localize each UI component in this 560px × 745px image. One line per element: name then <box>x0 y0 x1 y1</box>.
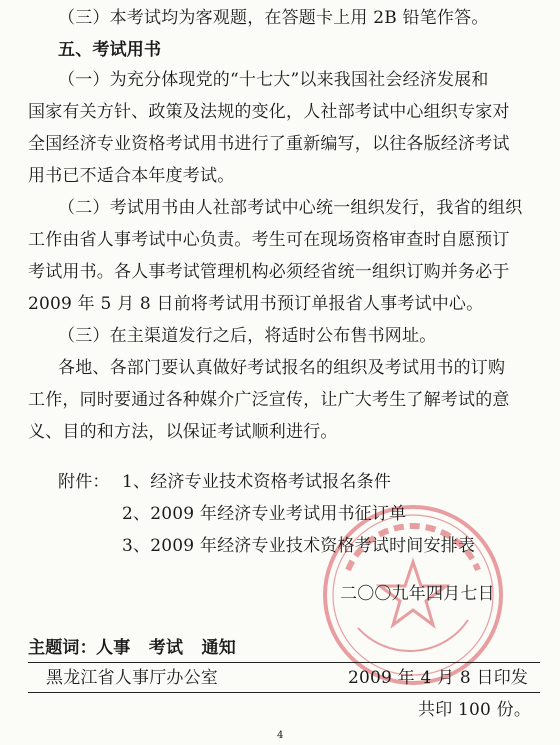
attachment-item: 3、2009 年经济专业技术资格考试时间安排表 <box>122 536 476 556</box>
print-date: 2009 年 4 月 8 日印发 <box>348 668 529 688</box>
paragraph-line: 2009 年 5 月 8 日前将考试用书预订单报省人事考试中心。 <box>28 294 484 314</box>
divider <box>28 692 540 693</box>
page-number: 4 <box>277 730 284 741</box>
print-count: 共印 100 份。 <box>418 700 532 720</box>
paragraph-line: 全国经济专业资格考试用书进行了重新编写，以往各版经济考试 <box>28 134 510 154</box>
paragraph-line: 用书已不适合本年度考试。 <box>28 166 235 186</box>
paragraph-line: 考试用书。各人事考试管理机构必须经省统一组织订购并务必于 <box>28 262 510 282</box>
paragraph-line: 工作，同时要通过各种媒介广泛宣传，让广大考生了解考试的意 <box>28 390 510 410</box>
subject-keywords: 人事 考试 通知 <box>96 638 236 658</box>
paragraph-line: （二）考试用书由人社部考试中心统一组织发行，我省的组织 <box>58 198 523 218</box>
section-4-item-3: （三）本考试均为客观题，在答题卡上用 2B 铅笔作答。 <box>58 8 489 28</box>
paragraph-line: 各地、各部门要认真做好考试报名的组织及考试用书的订购 <box>58 358 506 378</box>
section-5-heading: 五、考试用书 <box>58 40 162 60</box>
paragraph-line: 工作由省人事考试中心负责。考生可在现场资格审查时自愿预订 <box>28 230 510 250</box>
subject-label: 主题词： <box>28 638 97 658</box>
attachment-item: 1、经济专业技术资格考试报名条件 <box>122 472 392 492</box>
paragraph-line: （一）为充分体现党的“十七大”以来我国社会经济发展和 <box>58 70 489 90</box>
divider <box>28 662 540 663</box>
issuing-office: 黑龙江省人事厅办公室 <box>46 668 218 688</box>
paragraph-line: 义、目的和方法，以保证考试顺利进行。 <box>28 422 338 442</box>
attachment-item: 2、2009 年经济专业考试用书征订单 <box>122 504 407 524</box>
paragraph-line: （三）在主渠道发行之后，将适时公布售书网址。 <box>58 326 437 346</box>
issue-date: 二〇〇九年四月七日 <box>340 584 495 604</box>
attachments-label: 附件： <box>58 472 110 492</box>
paragraph-line: 国家有关方针、政策及法规的变化，人社部考试中心组织专家对 <box>28 102 510 122</box>
